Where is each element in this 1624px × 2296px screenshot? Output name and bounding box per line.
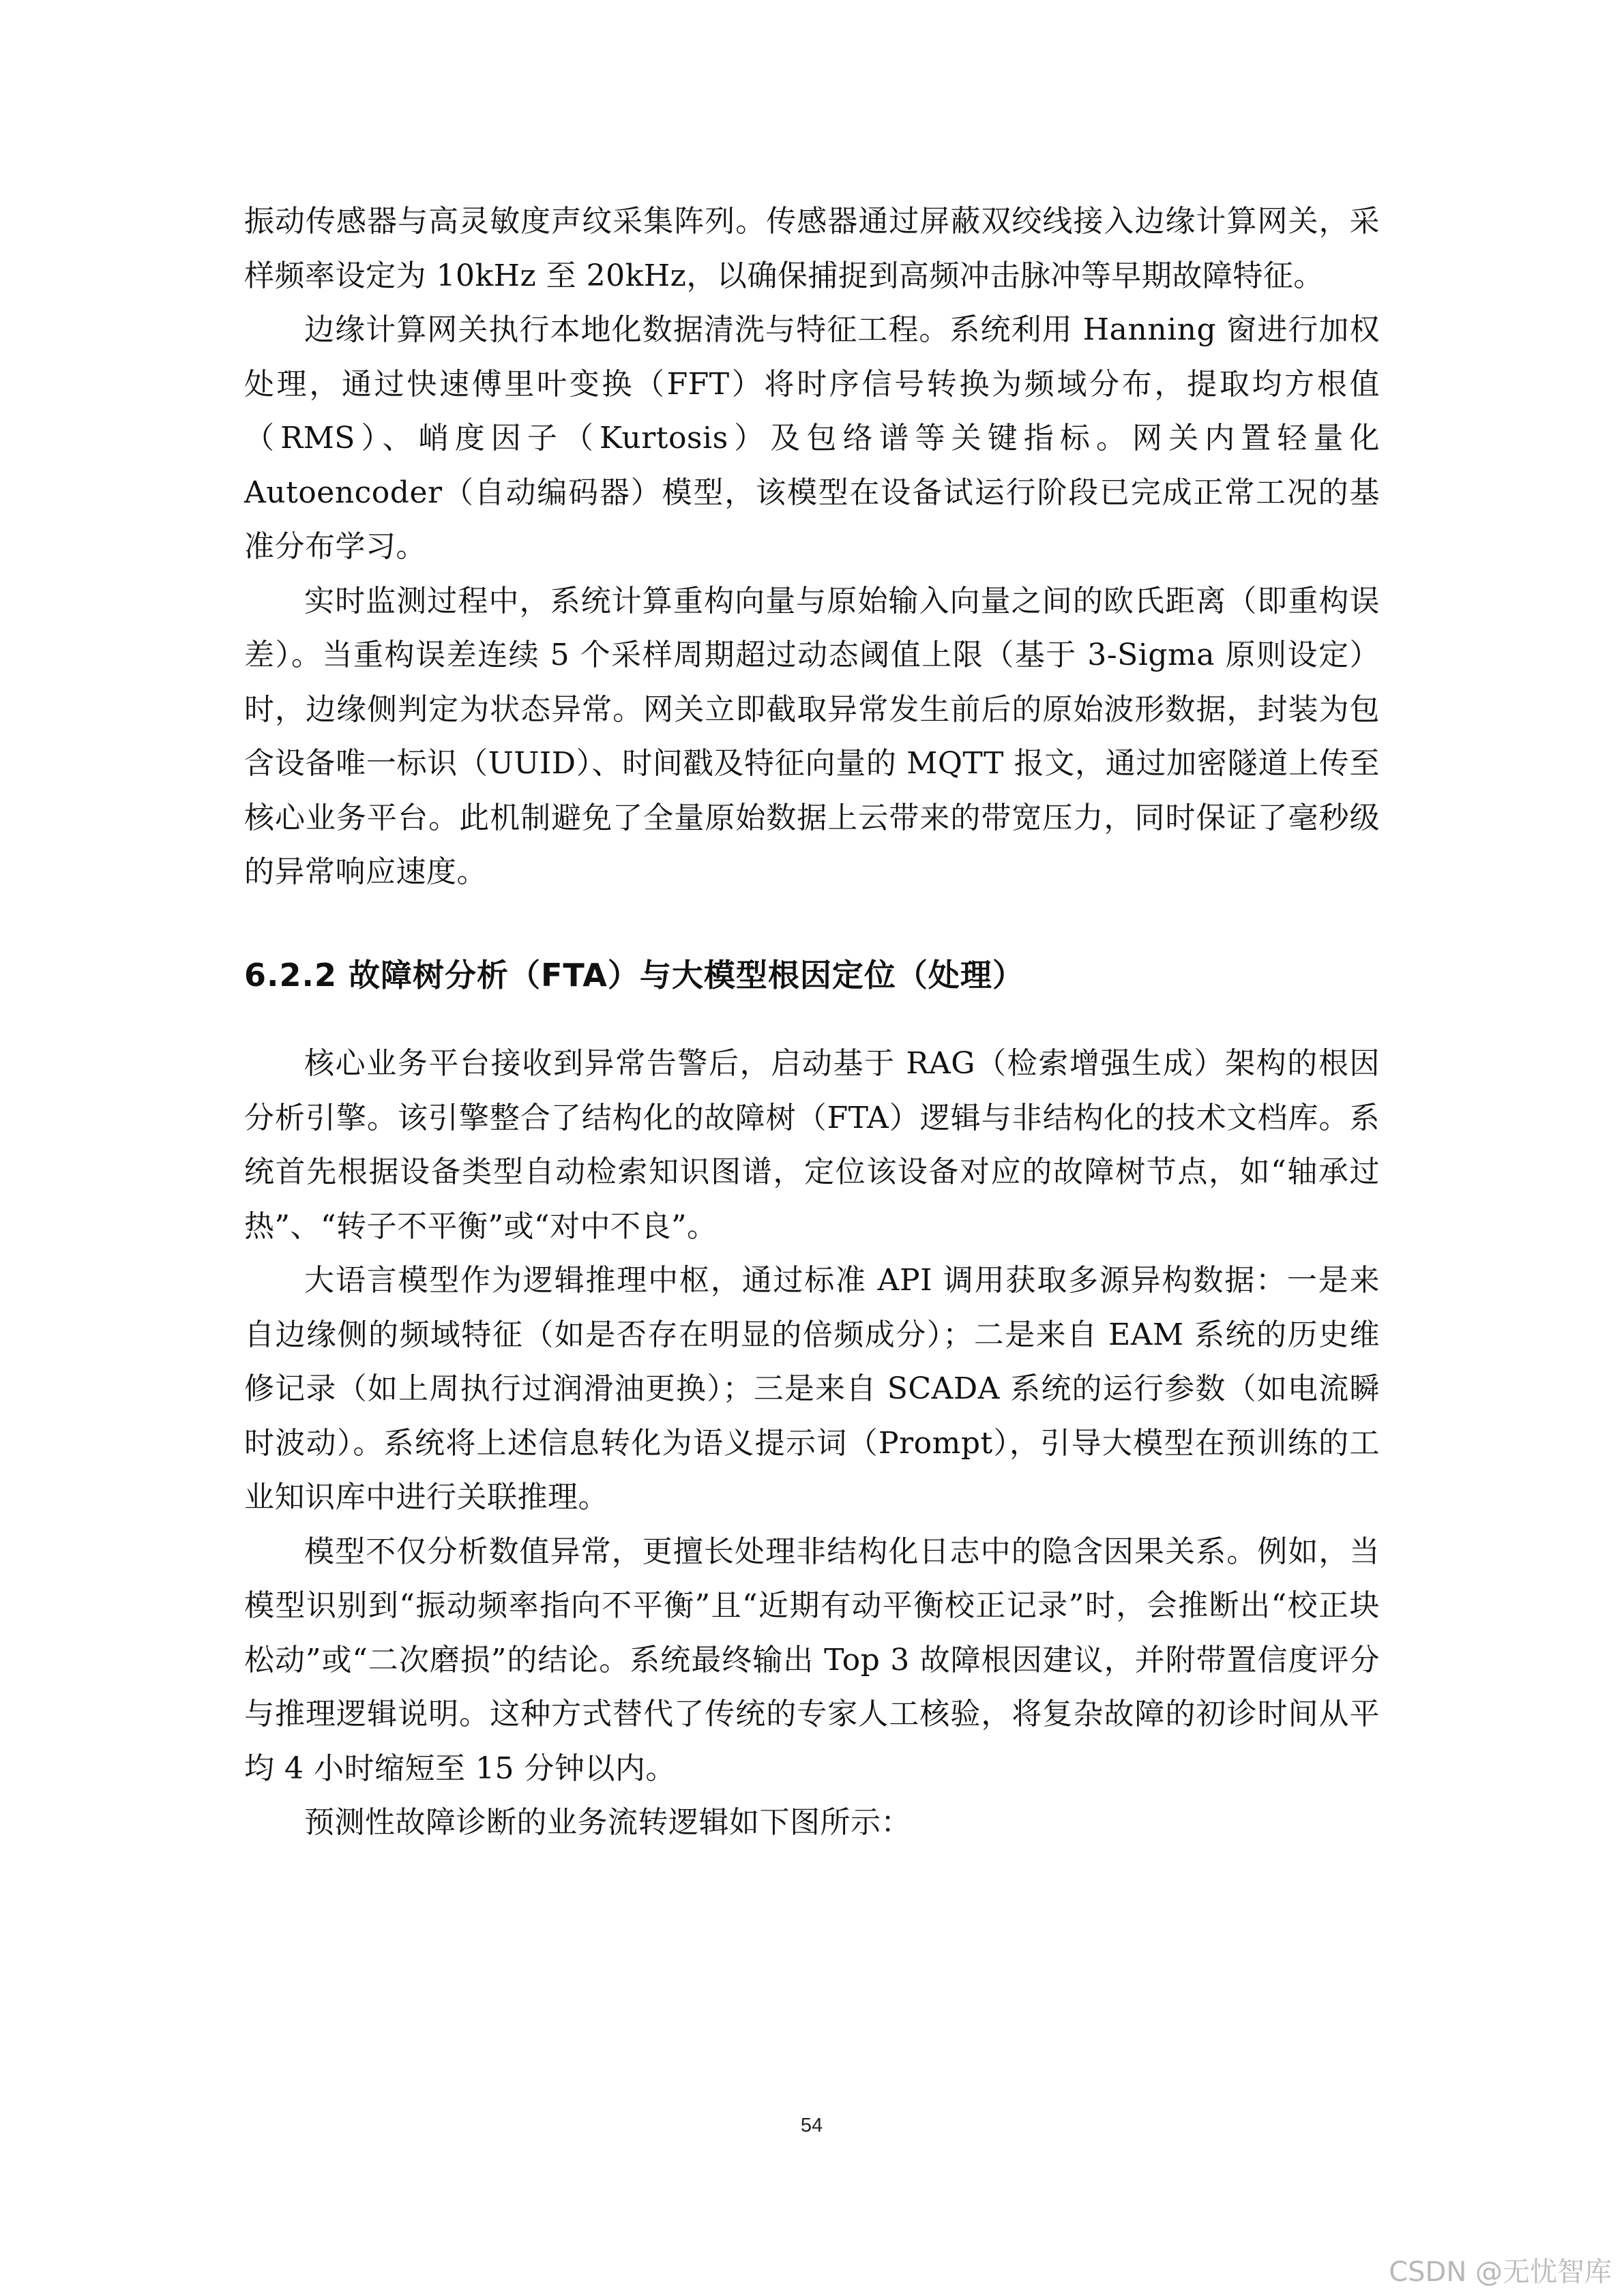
paragraph-edge-gateway: 边缘计算网关执行本地化数据清洗与特征工程。系统利用 Hanning 窗进行加权处理，通过快速傅里叶变换（FFT）将时序信号转换为频域分布，提取均方根值（RMS）、峭度因子（Kurtosis）及包络谱等关键指标。网关内置轻量化 Autoencoder（自动编码器）模型，该模型在设备试运行阶段已完成正常工况的基准分布学习。 <box>244 312 1380 564</box>
paragraph-group-bottom <box>244 1037 1380 1850</box>
paragraph-llm-reasoning: 大语言模型作为逻辑推理中枢，通过标准 API 调用获取多源异构数据：一是来自边缘侧的频域特征（如是否存在明显的倍频成分）；二是来自 EAM 系统的历史维修记录（如上周执行过润滑油更换）；三是来自 SCADA 系统的运行参数（如电流瞬时波动）。系统将上述信息转化为语义提示词（Prompt），引导大模型在预训练的工业知识库中进行关联推理。 <box>244 1263 1380 1515</box>
paragraph-rag-engine: 核心业务平台接收到异常告警后，启动基于 RAG（检索增强生成）架构的根因分析引擎。该引擎整合了结构化的故障树（FTA）逻辑与非结构化的技术文档库。系统首先根据设备类型自动检索知识图谱，定位该设备对应的故障树节点，如“轴承过热”、“转子不平衡”或“对中不良”。 <box>244 1046 1380 1244</box>
watermark: CSDN @无忧智库 <box>1389 2256 1612 2288</box>
paragraph-causal-analysis: 模型不仅分析数值异常，更擅长处理非结构化日志中的隐含因果关系。例如，当模型识别到“振动频率指向不平衡”且“近期有动平衡校正记录”时，会推断出“校正块松动”或“二次磨损”的结论。系统最终输出 Top 3 故障根因建议，并附带置信度评分与推理逻辑说明。这种方式替代了传统的专家人工核验，将复杂故障的初诊时间从平均 4 小时缩短至 15 分钟以内。 <box>244 1534 1380 1786</box>
paragraph-group-top <box>244 194 1380 899</box>
paragraph-realtime-monitoring: 实时监测过程中，系统计算重构向量与原始输入向量之间的欧氏距离（即重构误差）。当重构误差连续 5 个采样周期超过动态阈值上限（基于 3-Sigma 原则设定）时，边缘侧判定为状态异常。网关立即截取异常发生前后的原始波形数据，封装为包含设备唯一标识（UUID）、时间戳及特征向量的 MQTT 报文，通过加密隧道上传至核心业务平台。此机制避免了全量原始数据上云带来的带宽压力，同时保证了毫秒级的异常响应速度。 <box>244 583 1380 889</box>
section-heading: 6.2.2 故障树分析（FTA）与大模型根因定位（处理） <box>244 957 1024 994</box>
page-number: 54 <box>800 2115 823 2136</box>
section-heading-wrap <box>244 955 1380 996</box>
paragraph-flow-intro: 预测性故障诊断的业务流转逻辑如下图所示： <box>304 1805 911 1840</box>
paragraph-sensor-intro: 振动传感器与高灵敏度声纹采集阵列。传感器通过屏蔽双绞线接入边缘计算网关，采样频率设定为 10kHz 至 20kHz，以确保捕捉到高频冲击脉冲等早期故障特征。 <box>244 204 1380 293</box>
